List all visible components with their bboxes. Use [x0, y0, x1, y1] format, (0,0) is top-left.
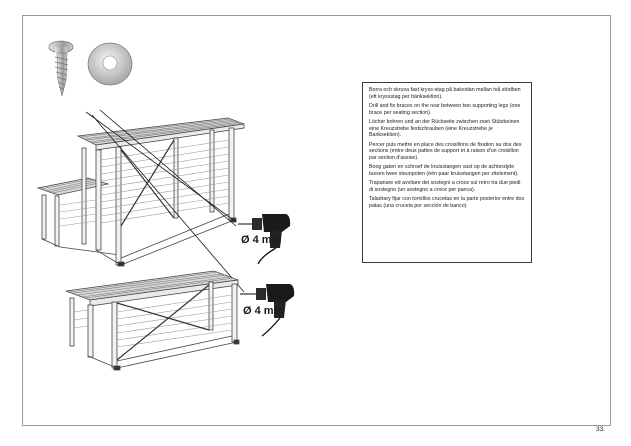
instruction-english: Drill and fix braces on the rear between two supporting legs (one brace per seating section). — [369, 103, 521, 116]
screw-icon — [49, 41, 73, 96]
drill-size-label-bottom: Ø 4 mm — [243, 305, 284, 317]
instruction-box — [362, 82, 532, 263]
tiered-bench-diagram — [38, 118, 244, 266]
single-bench-diagram — [66, 271, 239, 370]
instruction-italian: Trapanare ed avvitare dei sostegni a croce sul retro tra due piedi di sostegno (un sostegno a croce per panca). — [369, 180, 521, 193]
instruction-dutch: Boog gaten en schroef de kruisstangen vast op de achterzijde tussen twee steunpoten (één paar kruisstangen per zitelement). — [369, 164, 519, 177]
instruction-spanish: Taladrary fijar con tornillos crucetas en la parte posterior entre dos patas (una cruceta por sección de banco) — [369, 196, 525, 209]
instruction-swedish: Borra och skruva fast kryss-stag på baksidan mellan två stödben (ett kryssstag per bänksektion). — [369, 87, 521, 100]
instruction-german: Löcher bohren und an der Rückseite zwischen zwei Stützbeinen eine Kreuzstrebe festschrauben (eine Kreuzstrebe je Banksektion). — [369, 119, 520, 138]
drill-size-label-top: Ø 4 mm — [241, 234, 282, 246]
instruction-french: Percer puis mettre en place des croisillons de fixation au dos des sections (entre deux pattes de support et à raison d'un croisillon par section d'assise). — [369, 141, 522, 161]
washer-icon — [88, 43, 132, 85]
page-number: 33. — [595, 426, 605, 433]
